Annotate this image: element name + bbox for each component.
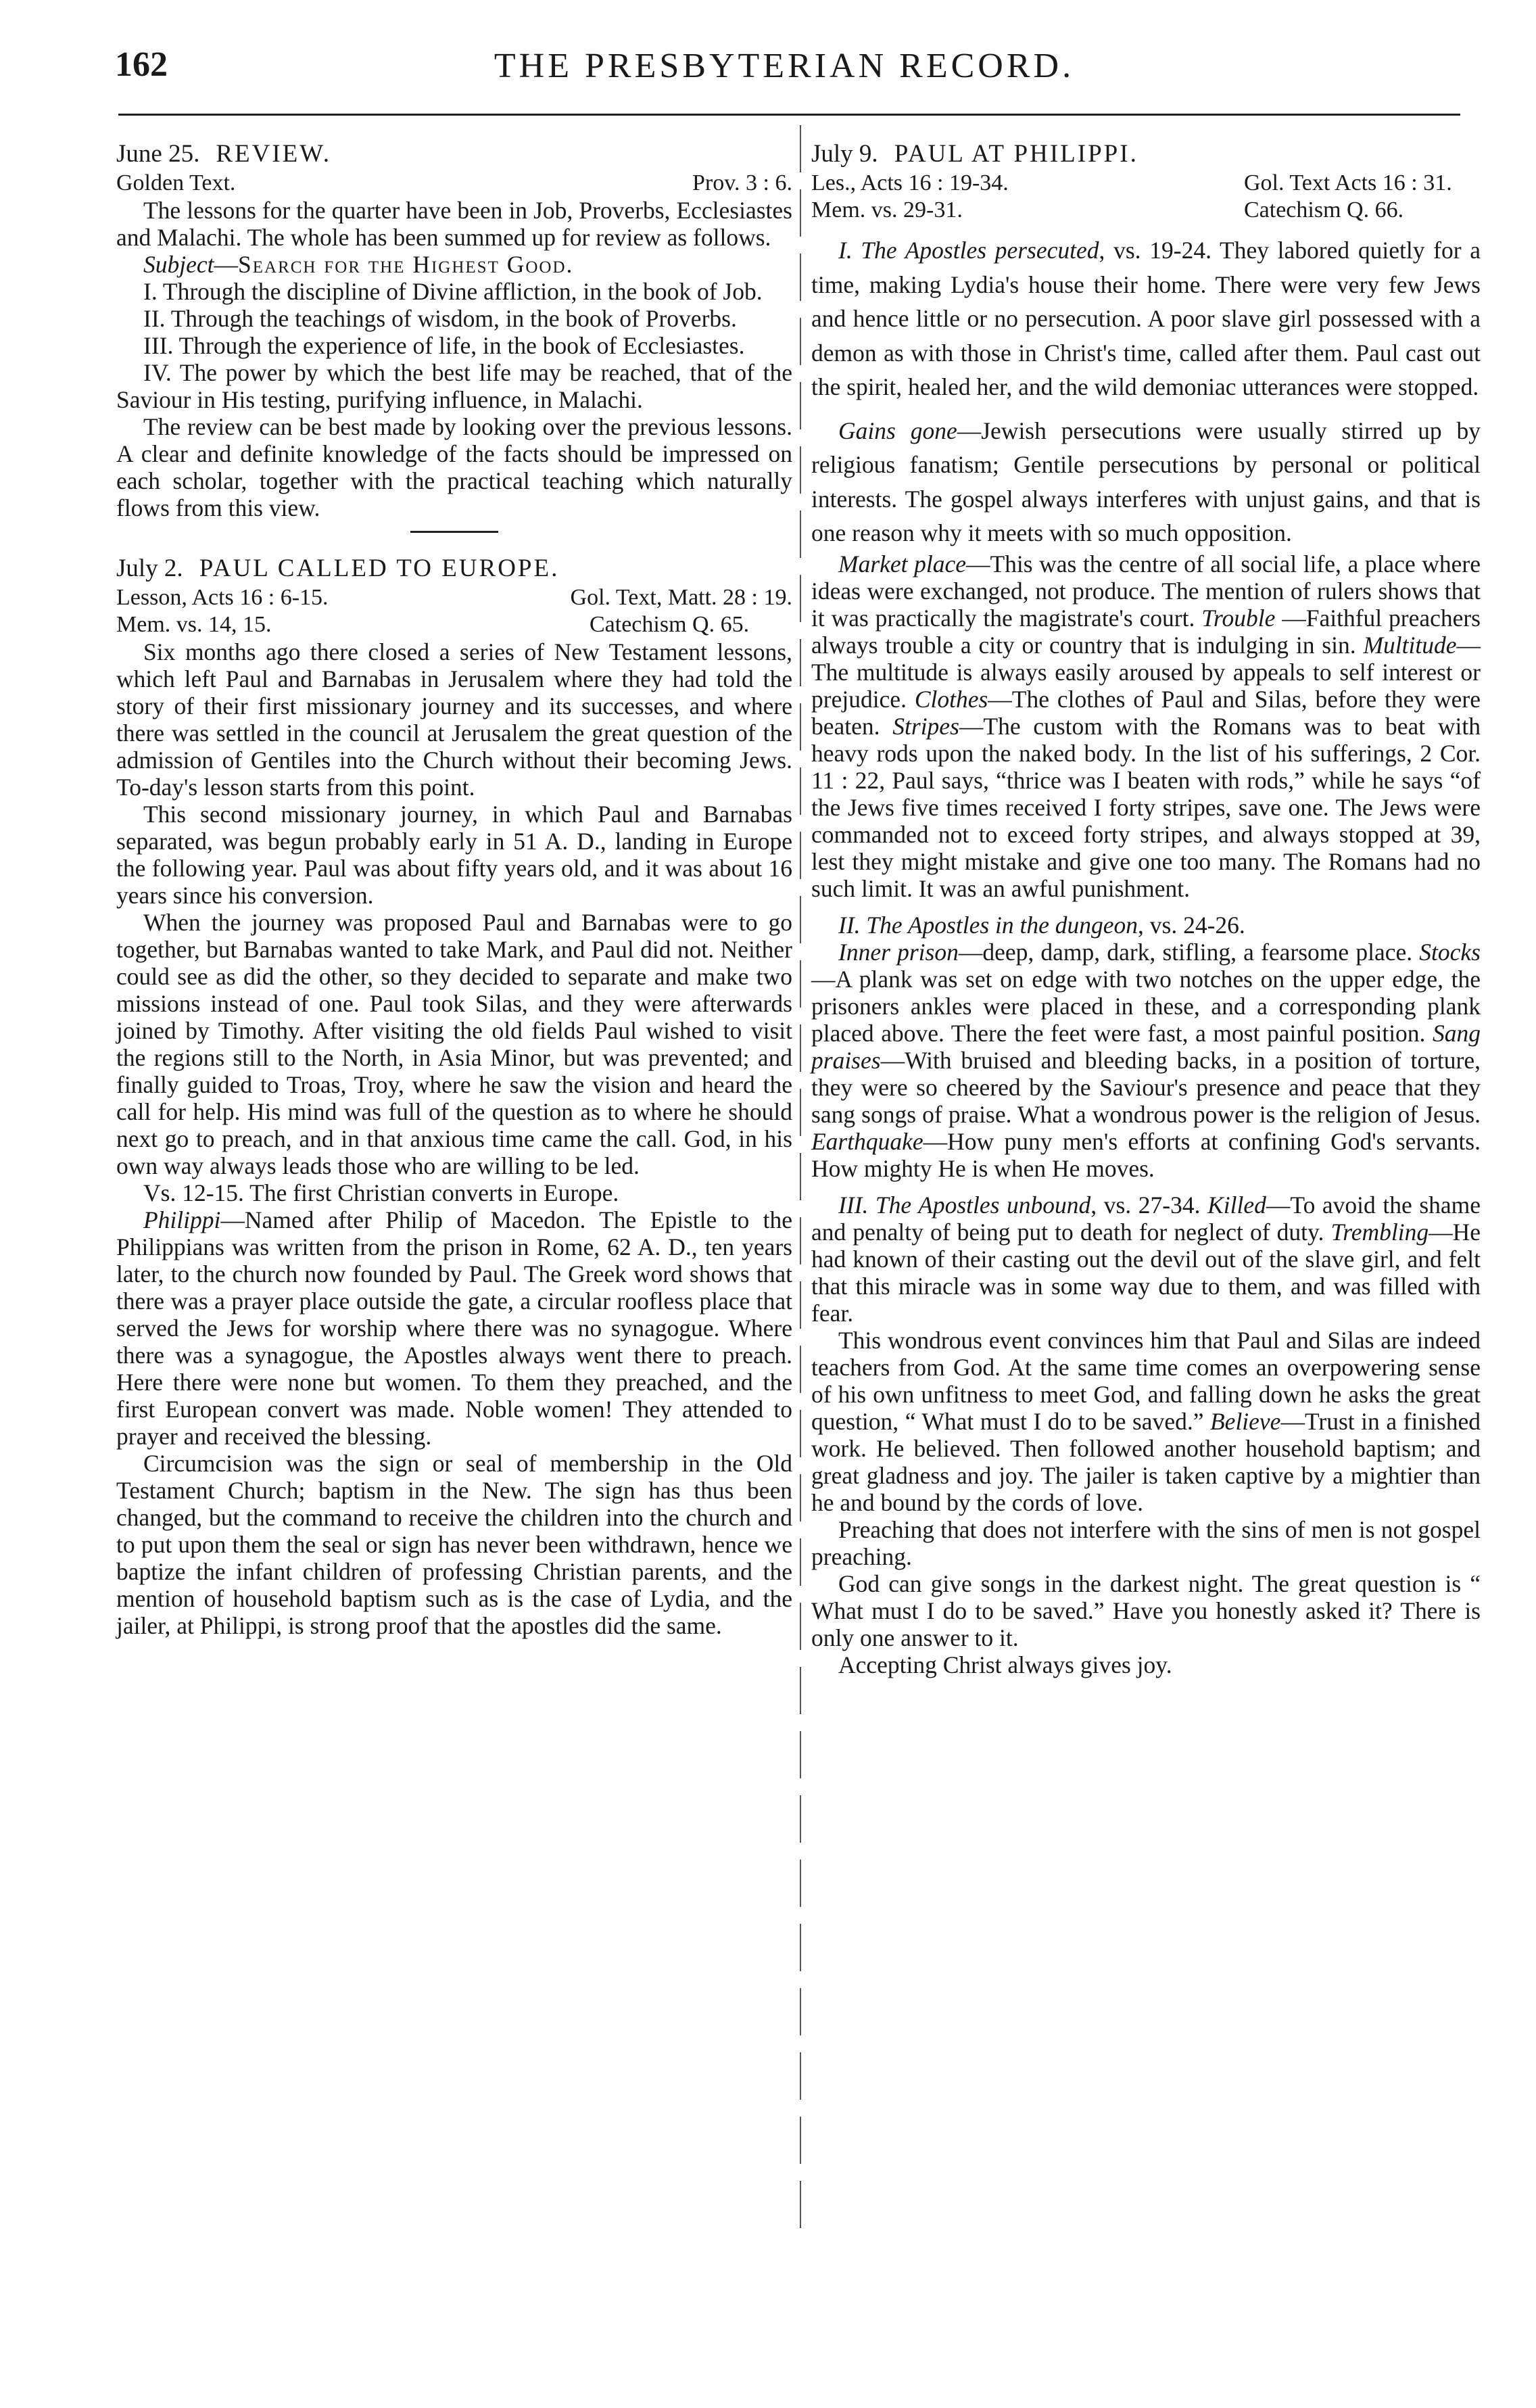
subject-dash: — — [214, 251, 238, 278]
europe-heading — [116, 553, 792, 584]
europe-title: PAUL CALLED TO EUROPE. — [199, 554, 560, 582]
multitude-term: Multitude — [1363, 631, 1457, 659]
philippi-golden-text: Gol. Text Acts 16 : 31. — [1244, 170, 1452, 195]
philippi-term: Philippi — [143, 1206, 221, 1233]
earthquake-term: Earthquake — [811, 1127, 923, 1155]
joy-paragraph: Accepting Christ always gives joy. — [838, 1651, 1172, 1678]
europe-paragraph: Circumcision was the sign or seal of membership in the Old Testament Church; baptism in the New. The sign has thus been changed, but the command to receive the children into the church and to put upon them the seal or sign has never been withdrawn, hence we baptize the infant children of professing Christian parents, and the mention of household baptism such as is the case of Lydia, and the jailer, at Philippi, is strong proof that the apostles did the same. — [116, 1450, 792, 1639]
section-unbound — [811, 1191, 1481, 1327]
review-closing: The review can be best made by looking over the previous lessons. A clear and definite knowledge of the facts should be impressed on each scholar, together with the practical teaching which naturally flows from this view. — [116, 413, 792, 521]
europe-memory-row — [116, 611, 792, 638]
market-place-paragraph — [811, 550, 1481, 902]
trembling-text: —He had known of their casting out the devil out of the slave girl, and felt that this miracle was in some way due to them, and was filled with fear. — [811, 1218, 1481, 1327]
section-rule — [410, 531, 498, 533]
wondrous-text: This wondrous event convinces him that Paul and Silas are indeed teachers from God. At the same time comes an overpowering sense of his own unfitness to meet God, and falling down he asks the great question, “ What must I do to be saved.” — [811, 1326, 1481, 1435]
philippi-intro-block — [811, 139, 1481, 550]
section-persecuted — [811, 233, 1481, 404]
header-rule — [118, 114, 1460, 116]
stocks-term: Stocks — [1419, 938, 1481, 966]
gains-text: —Jewish persecutions were usually stirred up by religious fanatism; Gentile persecutions by personal or political interests. The gospel always interferes with unjust gains, and that is one reason why it meets with so much opposition. — [811, 417, 1481, 546]
europe-golden-text: Gol. Text, Matt. 28 : 19. — [570, 585, 792, 610]
stripes-term: Stripes — [892, 712, 959, 740]
europe-lesson-row — [116, 584, 792, 611]
section-heading: III. The Apostles unbound — [838, 1191, 1091, 1219]
page-number: 162 — [115, 45, 168, 84]
section-ref: , vs. 24-26. — [1138, 911, 1245, 939]
philippi-memory: Mem. vs. 29-31. — [811, 197, 963, 222]
golden-text-ref: Prov. 3 : 6. — [692, 170, 792, 195]
clothes-text: —The clothes of Paul and Silas, before they were beaten. — [811, 685, 1481, 740]
right-column — [811, 139, 1481, 1678]
earthquake-text: —How puny men's efforts at confining God's servants. How mighty He is when He moves. — [811, 1127, 1481, 1182]
philippi-date: July 9. — [811, 140, 878, 168]
review-subject — [116, 251, 792, 278]
section-text: They labored quietly for a time, making Lydia's house their home. There were very few Jews and hence little or no persecution. A poor slave girl possessed with a demon as with those in Christ's time, called after them. Paul cast out the spirit, healed her, and the wild demoniac utterances were stopped. — [811, 237, 1481, 400]
europe-date: July 2. — [116, 554, 183, 582]
stripes-text: —The custom with the Romans was to beat with heavy rods upon the naked body. In the list of his sufferings, 2 Cor. 11 : 22, Paul says, “thrice was I beaten with rods,” while he says “of the Jews five times received I forty stripes, save one. The Jews were commanded not to exceed forty stripes, and always stopped at 39, lest they might mistake and give one too many. The Romans had no such limit. It was an awful punishment. — [811, 712, 1481, 902]
europe-philippi-paragraph — [116, 1206, 792, 1450]
review-point: I. Through the discipline of Divine affliction, in the book of Job. — [143, 278, 763, 305]
section-ref: , vs. 27-34. — [1090, 1191, 1208, 1219]
section-dungeon — [811, 912, 1481, 939]
market-text: —This was the centre of all social life, a place where ideas were exchanged, not produce. The mention of rulers shows that it was practically the magistrate's court. — [811, 550, 1481, 632]
review-heading — [116, 139, 792, 170]
philippi-catechism: Catechism Q. 66. — [1244, 197, 1404, 222]
spacer — [811, 902, 1481, 912]
section-heading: I. The Apostles persecuted — [838, 237, 1099, 264]
trouble-text: —Faithful preachers always trouble a city or country that is indulging in sin. — [811, 604, 1481, 659]
sang-term: Sang praises — [811, 1019, 1481, 1074]
europe-catechism: Catechism Q. 65. — [590, 612, 750, 637]
trouble-term: Trouble — [1201, 604, 1276, 632]
europe-paragraph: Six months ago there closed a series of New Testament lessons, which left Paul and Barnabas in Jerusalem where they had told the story of their first missionary journey and its successes, and where there was settled in the council at Jerusalem the great question of the admission of Gentiles into the Church without their becoming Jews. To-day's lesson starts from this point. — [116, 638, 792, 801]
review-title: REVIEW. — [216, 140, 332, 168]
golden-text-label: Golden Text. — [116, 170, 236, 195]
review-point: III. Through the experience of life, in the book of Ecclesiastes. — [143, 332, 745, 359]
spacer — [811, 404, 1481, 414]
subject-label: Subject — [143, 251, 214, 278]
review-point: II. Through the teachings of wisdom, in the book of Proverbs. — [143, 305, 737, 332]
review-intro: The lessons for the quarter have been in Job, Proverbs, Ecclesiastes and Malachi. The whole has been summed up for review as follows. — [116, 197, 792, 251]
philippi-lesson: Les., Acts 16 : 19-34. — [811, 170, 1009, 195]
left-column — [116, 139, 792, 1639]
philippi-text: —Named after Philip of Macedon. The Epistle to the Philippians was written from the prison in Rome, 62 A. D., ten years later, to the church now founded by Paul. The Greek word shows that there was a prayer place outside the gate, a circular roofless place that served the Jews for worship where there was no synagogue. Where there was a synagogue, the Apostles always went there to preach. Here there were none but women. To them they preached, and the first European convert was made. Noble women! They attended to prayer and received the blessing. — [116, 1206, 792, 1450]
section-heading: II. The Apostles in the dungeon — [838, 911, 1138, 939]
songs-paragraph: God can give songs in the darkest night. The great question is “ What must I do to be saved.” Have you honestly asked it? There is only one answer to it. — [811, 1569, 1481, 1651]
subject-text: Search for the Highest Good. — [238, 251, 574, 278]
trembling-term: Trembling — [1330, 1218, 1429, 1246]
stocks-text: —A plank was set on edge with two notches on the upper edge, the prisoners ankles were placed in these, and a corresponding plank placed above. There the feet were fast, a most painful position. — [811, 965, 1481, 1047]
column-divider — [800, 125, 801, 2235]
gains-term: Gains gone — [838, 417, 957, 444]
clothes-term: Clothes — [914, 685, 988, 713]
europe-lesson: Lesson, Acts 16 : 6-15. — [116, 585, 329, 610]
europe-paragraph: This second missionary journey, in which Paul and Barnabas separated, was begun probably early in 51 A. D., landing in Europe the following year. Paul was about fifty years old, and it was about 16 years since his conversion. — [116, 801, 792, 909]
section-ref: , vs. 19-24. — [1099, 237, 1211, 264]
philippi-title: PAUL AT PHILIPPI. — [894, 140, 1138, 168]
europe-verses: Vs. 12-15. The first Christian converts in Europe. — [143, 1179, 619, 1206]
wondrous-event-paragraph — [811, 1327, 1481, 1516]
inner-prison-paragraph — [811, 939, 1481, 1182]
gains-gone-paragraph — [811, 414, 1481, 550]
inner-text: —deep, damp, dark, stifling, a fearsome place. — [958, 938, 1420, 966]
philippi-memory-row — [811, 197, 1481, 224]
europe-memory: Mem. vs. 14, 15. — [116, 612, 272, 637]
philippi-heading — [811, 139, 1481, 170]
market-term: Market place — [838, 550, 966, 577]
multitude-text: —The multitude is always easily aroused by appeals to self interest or prejudice. — [811, 631, 1481, 713]
spacer — [811, 1182, 1481, 1191]
believe-text: —Trust in a finished work. He believed. Then followed another household baptism; and great gladness and joy. The jailer is taken captive by a mightier than he and bound by the cords of love. — [811, 1407, 1481, 1516]
running-title: THE PRESBYTERIAN RECORD. — [494, 47, 1075, 85]
review-point: IV. The power by which the best life may be reached, that of the Saviour in His testing, purifying influence, in Malachi. — [116, 359, 792, 413]
page-header — [88, 39, 1481, 100]
sang-text: —With bruised and bleeding backs, in a position of torture, they were so cheered by the Saviour's presence and peace that they sang songs of praise. What a wondrous power is the religion of Jesus. — [811, 1046, 1481, 1128]
believe-term: Believe — [1210, 1407, 1281, 1435]
europe-paragraph: When the journey was proposed Paul and Barnabas were to go together, but Barnabas wanted to take Mark, and Paul did not. Neither could see as did the other, so they decided to separate and make two missions instead of one. Paul took Silas, and they were afterwards joined by Timothy. After visiting the old fields Paul wished to visit the regions still to the North, in Asia Minor, but was prevented; and finally guided to Troas, Troy, where he saw the vision and heard the call for help. His mind was full of the question as to where he should next go to preach, and in that anxious time came the call. God, in his own way always leads those who are willing to be led. — [116, 909, 792, 1179]
inner-term: Inner prison — [838, 938, 959, 966]
preaching-paragraph: Preaching that does not interfere with the sins of men is not gospel preaching. — [811, 1515, 1481, 1570]
killed-term: Killed — [1207, 1191, 1266, 1219]
spacer — [811, 224, 1481, 233]
philippi-lesson-row — [811, 170, 1481, 197]
killed-text: —To avoid the shame and penalty of being put to death for neglect of duty. — [811, 1191, 1481, 1246]
review-date: June 25. — [116, 140, 200, 168]
review-golden-text — [116, 170, 792, 197]
